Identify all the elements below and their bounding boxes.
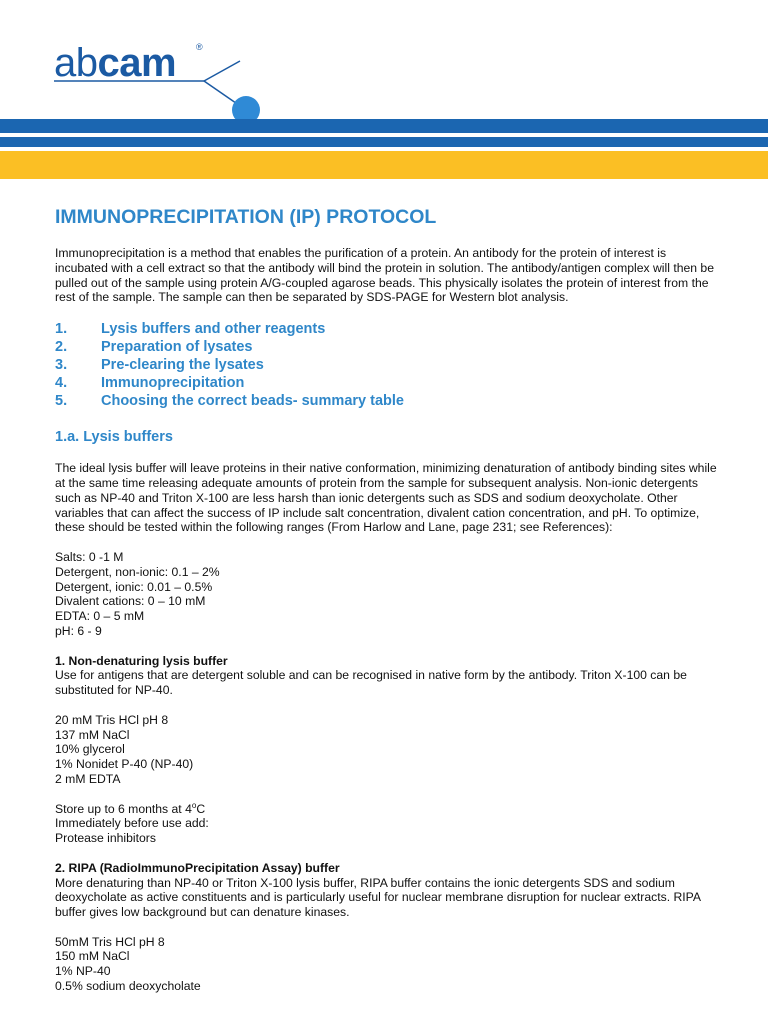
range-line: EDTA: 0 – 5 mM <box>55 609 145 624</box>
recipe-line: 2 mM EDTA <box>55 771 121 786</box>
range-line: Detergent, non-ionic: 0.1 – 2% <box>55 564 220 579</box>
intro-paragraph: Immunoprecipitation is a method that enables the purification of a protein. An antibody for the protein of interest is incubated with a cell extract so that the antibody will bind the protein in solution. The antibody/antigen complex will then be pulled out of the sample using protein A/G-coupled agarose beads. This physically isolates the protein of interest from the rest of the sample. The sample can then be separated by SDS-PAGE for Western blot analysis. <box>55 246 714 305</box>
header-stripe-blue-thin <box>0 137 768 147</box>
buffer-2-description: More denaturing than NP-40 or Triton X-100 lysis buffer, RIPA buffer contains the ionic detergents SDS and sodium deoxycholate as active constituents and is particularly useful for nuclear membrane disruption for nuclear extracts. RIPA buffer gives low background but can denature kinases. <box>55 875 701 920</box>
toc-item[interactable]: 3. Pre-clearing the lysates <box>55 357 264 374</box>
recipe-line: 0.5% sodium deoxycholate <box>55 979 201 994</box>
recipe-line: 137 mM NaCl <box>55 727 130 742</box>
header-stripe-blue <box>0 119 768 133</box>
document-body <box>55 204 720 994</box>
page-title: IMMUNOPRECIPITATION (IP) PROTOCOL <box>55 206 437 228</box>
header-stripe-yellow <box>0 151 768 179</box>
recipe-line: 50mM Tris HCl pH 8 <box>55 934 165 949</box>
range-line: Detergent, ionic: 0.01 – 0.5% <box>55 579 213 594</box>
recipe-line: 1% NP-40 <box>55 964 111 979</box>
buffer-2-title: 2. RIPA (RadioImmunoPrecipitation Assay) buffer <box>55 860 340 875</box>
table-of-contents <box>55 320 720 410</box>
range-line: Salts: 0 -1 M <box>55 549 124 564</box>
toc-item[interactable]: 4. Immunoprecipitation <box>55 375 245 392</box>
storage-note: Store up to 6 months at 4$^o$C <box>55 800 206 816</box>
recipe-line: 150 mM NaCl <box>55 949 130 964</box>
page-header <box>0 0 768 180</box>
registered-mark: ® <box>196 42 203 52</box>
recipe-line: 1% Nonidet P-40 (NP-40) <box>55 757 194 772</box>
section-heading-lysis-buffers: 1.a. Lysis buffers <box>55 429 173 446</box>
before-use-note: Immediately before use add: <box>55 816 209 831</box>
range-line: Divalent cations: 0 – 10 mM <box>55 594 206 609</box>
recipe-line: 20 mM Tris HCl pH 8 <box>55 712 169 727</box>
recipe-line: 10% glycerol <box>55 742 125 757</box>
buffer-1-title: 1. Non-denaturing lysis buffer <box>55 653 228 668</box>
buffer-1-description: Use for antigens that are detergent soluble and can be recognised in native form by the antibody. Triton X-100 can be substituted for NP-40. <box>55 668 687 698</box>
toc-item[interactable]: 2. Preparation of lysates <box>55 339 253 356</box>
logo-wordmark: abcam <box>54 41 177 85</box>
toc-item[interactable]: 5. Choosing the correct beads- summary table <box>55 393 404 410</box>
range-line: pH: 6 - 9 <box>55 623 102 638</box>
additive-note: Protease inhibitors <box>55 831 156 846</box>
toc-item[interactable]: 1. Lysis buffers and other reagents <box>55 321 326 338</box>
lysis-buffers-paragraph: The ideal lysis buffer will leave proteins in their native conformation, minimizing denaturation of antibody binding sites while at the same time releasing adequate amounts of protein from the sample for subsequent analysis. Non-ionic detergents such as NP-40 and Triton X-100 are less harsh than ionic detergents such as SDS and sodium deoxycholate. Other variables that can affect the success of IP include salt concentration, divalent cation concentration, and pH. To optimize, these should be tested within the following ranges (From Harlow and Lane, page 231; see References): <box>55 461 717 535</box>
